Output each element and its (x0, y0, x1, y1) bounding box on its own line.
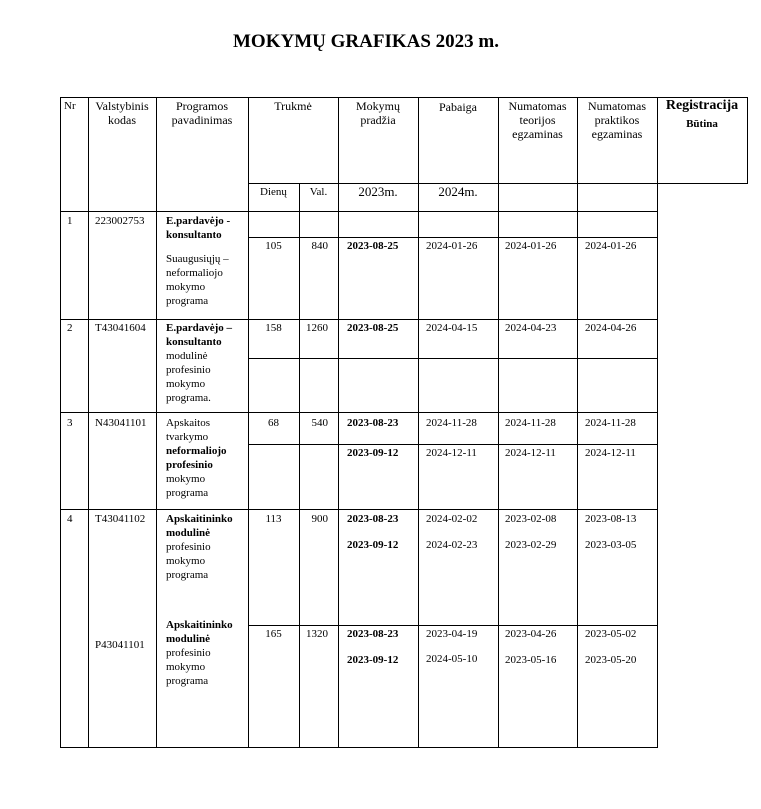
header-days: Dienų (260, 186, 287, 198)
header-start: Mokymų pradžia (355, 99, 400, 127)
header-year-end: 2024m. (438, 184, 478, 199)
row-code: T43041102 (95, 513, 146, 525)
row-nr: 4 (67, 513, 73, 525)
header-end: Pabaiga (439, 100, 477, 114)
row-theory-exam-b: 2023-04-26 (505, 628, 557, 640)
row-nr: 1 (67, 215, 73, 227)
row-theory-exam-b-2: 2023-05-16 (505, 654, 557, 666)
header-code: Valstybinis kodas (95, 99, 149, 127)
row-end-date: 2024-04-15 (426, 322, 478, 334)
row-days: 158 (265, 322, 282, 334)
row-practice-exam-b: 2023-05-02 (585, 628, 637, 640)
row-program-note: modulinė profesinio mokymo programa. (166, 350, 211, 404)
row-theory-exam-2: 2023-02-29 (505, 539, 557, 551)
row-theory-exam: 2024-04-23 (505, 322, 557, 334)
row-end-date: 2024-01-26 (426, 240, 478, 252)
row-practice-exam-2: 2024-12-11 (585, 447, 636, 459)
row-practice-exam: 2024-01-26 (585, 240, 637, 252)
row-hours: 1260 (306, 322, 328, 334)
row-nr: 3 (67, 417, 73, 429)
header-year-start: 2023m. (358, 184, 398, 199)
row-start-date-b: 2023-08-23 (347, 628, 399, 640)
row-program-note: Suaugusiųjų – neformaliojo mokymo programa (166, 253, 229, 307)
row-program-name: Apskaitininko modulinė (166, 513, 233, 539)
row-theory-exam: 2024-11-28 (505, 417, 556, 429)
row-start-date-2: 2023-09-12 (347, 447, 399, 459)
row-end-date: 2024-11-28 (426, 417, 477, 429)
row-end-date-2: 2024-02-23 (426, 539, 478, 551)
row-end-date-b: 2023-04-19 (426, 628, 478, 640)
row-practice-exam: 2024-11-28 (585, 417, 636, 429)
row-practice-exam-b-2: 2023-05-20 (585, 654, 637, 666)
row-theory-exam: 2023-02-08 (505, 513, 557, 525)
row-hours: 540 (311, 417, 328, 429)
row-end-date: 2024-02-02 (426, 513, 478, 525)
row-program-name-b: Apskaitininko modulinė (166, 619, 233, 645)
row-start-date-2: 2023-09-12 (347, 539, 399, 551)
header-registration: Registracija (665, 98, 739, 113)
header-registration-required: Būtina (686, 118, 718, 130)
header-nr: Nr (64, 100, 76, 112)
row-start-date: 2023-08-23 (347, 417, 399, 429)
row-code: T43041604 (95, 322, 146, 334)
row-days: 68 (268, 417, 279, 429)
row-hours: 840 (311, 240, 328, 252)
row-program-note: mokymo programa (166, 473, 209, 499)
header-theory-exam: Numatomas teorijos egzaminas (508, 99, 567, 141)
row-code: N43041101 (95, 417, 147, 429)
row-end-date-b-2: 2024-05-10 (426, 653, 478, 665)
header-practice-exam: Numatomas praktikos egzaminas (588, 99, 646, 141)
row-theory-exam: 2024-01-26 (505, 240, 557, 252)
row-start-date: 2023-08-25 (347, 322, 399, 334)
row-practice-exam: 2024-04-26 (585, 322, 637, 334)
row-days: 105 (265, 240, 282, 252)
row-start-date-b-2: 2023-09-12 (347, 654, 399, 666)
row-hours: 900 (311, 513, 328, 525)
row-program-name: E.pardavėjo - konsultanto (166, 215, 231, 241)
row-code-b: P43041101 (95, 639, 145, 651)
row-theory-exam-2: 2024-12-11 (505, 447, 556, 459)
row-program-note: profesinio mokymo programa (166, 541, 211, 581)
row-program-name: neformaliojo profesinio (166, 445, 227, 471)
row-start-date: 2023-08-25 (347, 240, 399, 252)
row-nr: 2 (67, 322, 73, 334)
row-practice-exam-2: 2023-03-05 (585, 539, 637, 551)
row-program-name: E.pardavėjo – konsultanto (166, 322, 232, 348)
header-hours: Val. (309, 186, 328, 198)
row-code: 223002753 (95, 215, 145, 227)
header-program: Programos pavadinimas (171, 99, 233, 127)
row-days: 113 (265, 513, 282, 525)
row-program-note-b: profesinio mokymo programa (166, 647, 211, 687)
row-practice-exam: 2023-08-13 (585, 513, 637, 525)
row-program-prefix: Apskaitos tvarkymo (166, 417, 210, 443)
row-days-b: 165 (265, 628, 282, 640)
row-start-date: 2023-08-23 (347, 513, 399, 525)
row-end-date-2: 2024-12-11 (426, 447, 477, 459)
page-title: MOKYMŲ GRAFIKAS 2023 m. (233, 31, 499, 52)
header-duration: Trukmė (274, 99, 312, 113)
row-hours-b: 1320 (306, 628, 328, 640)
